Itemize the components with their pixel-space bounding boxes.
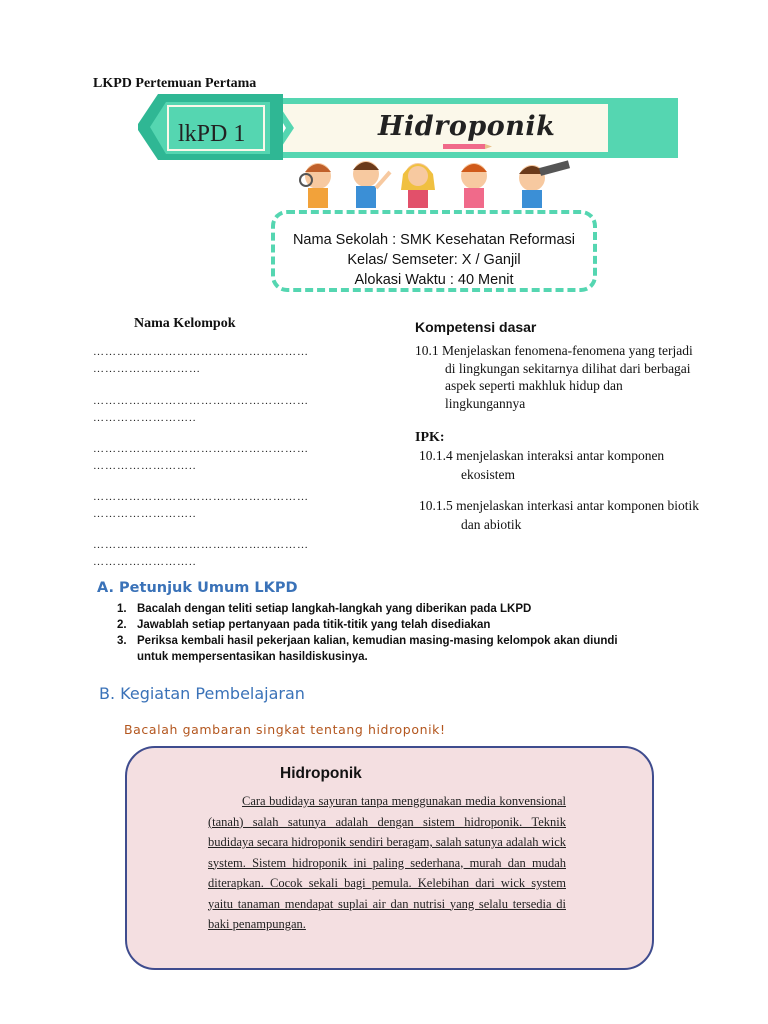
time-allocation: Alokasi Waktu : 40 Menit [354,272,514,288]
child-telescope-icon [519,160,570,208]
reading-paragraph: Cara budidaya sayuran tanpa menggunakan media konvensional (tanah) salah satunya adalah dengan sistem hidroponik. Teknik budidaya secara hidroponik sendiri beragam, salah satunya adalah wick system. Sistem hidroponik ini paling sederhana, murah dan mudah diterapkan. Cocok sekali bagi pemula. Kelebihan dari wick system yaitu tanaman mendapat suplai air dan nutrisi yang selalu tersedia di baki penampungan. [208,794,566,931]
list-item [117,633,637,665]
ipk-line: ekosistem [461,467,515,482]
section-a-title: A. Petunjuk Umum LKPD [97,580,298,596]
reading-instruction: Bacalah gambaran singkat tentang hidroponik! [124,722,446,737]
child-boy-icon [461,163,487,208]
group-name-heading: Nama Kelompok [134,316,236,331]
competency-text [415,342,755,412]
list-text: Jawablah setiap pertanyaan pada titik-titik yang telah disediakan [137,619,491,631]
child-magnifier-icon [300,163,331,208]
list-number: 3. [117,635,127,647]
list-item [117,601,637,617]
dotted-line: …………………….. [93,556,197,568]
dotted-line: …………………….. [93,460,197,472]
competency-line: di lingkungan sekitarnya dilihat dari berbagai [445,360,691,376]
dotted-line: ……………………………………………… [93,395,309,407]
ipk-item [419,446,759,484]
dotted-line: ……………………………………………… [93,346,309,358]
lkpd-tag-label: lkPD 1 [178,121,246,147]
child-girl-icon [401,163,435,208]
ipk-line: 10.1.5 menjelaskan interkasi antar komponen biotik [419,498,700,513]
ipk-line: 10.1.4 menjelaskan interaksi antar komponen [419,448,665,463]
group-member-line[interactable] [93,344,353,378]
competency-line: lingkungannya [445,395,526,411]
children-illustration [296,150,576,210]
school-info-box [271,210,597,292]
group-member-line[interactable] [93,393,353,427]
ipk-line: dan abiotik [461,517,522,532]
topic-title: Hidroponik [378,111,556,142]
list-text: Bacalah dengan teliti setiap langkah-langkah yang diberikan pada LKPD [137,603,532,615]
dotted-line: …………………….. [93,412,197,424]
list-number: 2. [117,619,127,631]
dotted-line: ……………………………………………… [93,443,309,455]
group-member-line[interactable] [93,489,353,523]
list-item [117,617,637,633]
list-text: Periksa kembali hasil pekerjaan kalian, kemudian masing-masing kelompok akan diundi untuk mempersentasikan hasildiskusinya. [137,635,618,663]
competency-heading: Kompetensi dasar [415,319,537,335]
instruction-list [117,601,637,665]
child-waving-icon [353,161,390,208]
section-b-title: B. Kegiatan Pembelajaran [99,684,305,703]
competency-line: aspek seperti makhluk hidup dan [445,378,623,393]
group-member-line[interactable] [93,537,353,571]
dotted-line: ……………………………………………… [93,491,309,503]
dotted-line: ……………………… [93,363,201,375]
class-semester: Kelas/ Semseter: X / Ganjil [347,252,521,268]
document-title: LKPD Pertemuan Pertama [93,76,257,91]
reading-title: Hidroponik [280,765,362,782]
ipk-item [419,496,759,534]
competency-line: 10.1 Menjelaskan fenomena-fenomena yang terjadi [415,343,693,358]
list-number: 1. [117,603,127,615]
ipk-heading: IPK: [415,430,445,445]
dotted-line: …………………….. [93,508,197,520]
school-name: Nama Sekolah : SMK Kesehatan Reformasi [292,232,576,248]
group-member-line[interactable] [93,441,353,475]
dotted-line: ……………………………………………… [93,539,309,551]
